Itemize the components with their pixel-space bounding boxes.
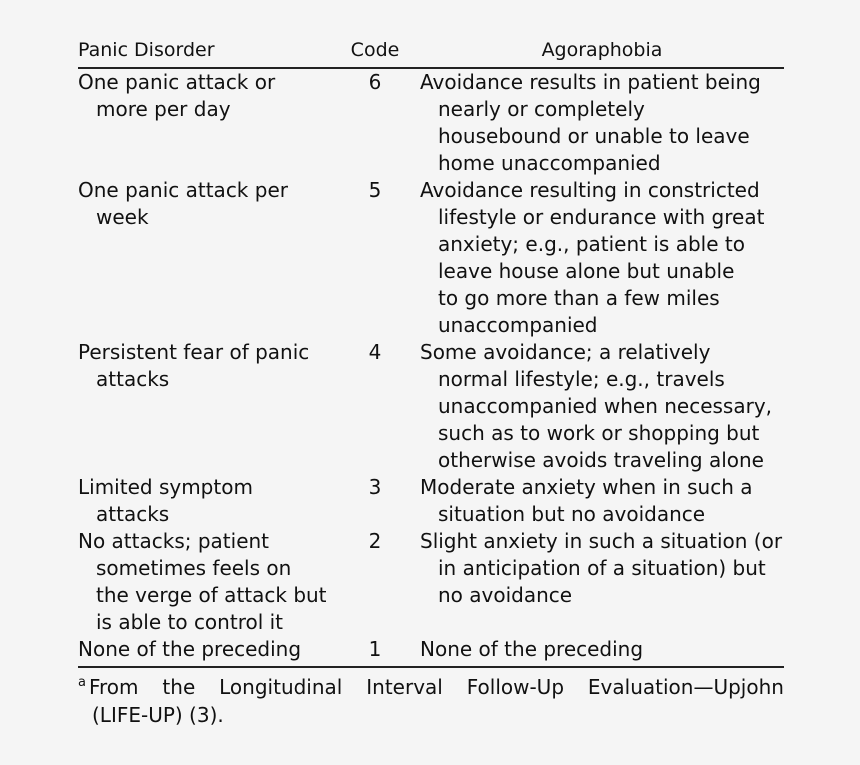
panic-cell: One panic attack per week — [78, 178, 288, 229]
footnote-word: Longitudinal — [219, 675, 343, 699]
agoraphobia-cell: Avoidance resulting in constricted lifestyle or endurance with great anxiety; e.g., patient is able to leave house alone but unable to go more than a few miles unaccompanied — [420, 178, 765, 337]
table-row — [78, 528, 784, 636]
panic-cell: None of the preceding — [78, 637, 302, 661]
agoraphobia-cell: Slight anxiety in such a situation (or in anticipation of a situation) but no avoidance — [420, 529, 783, 607]
footnote-word: the — [162, 675, 196, 699]
footnote-word: Follow-Up — [466, 675, 565, 699]
footnote-line-1 — [78, 673, 784, 701]
footnote-word: Interval — [366, 675, 443, 699]
table-header-row — [78, 36, 784, 66]
code-cell: 5 — [368, 178, 382, 202]
code-cell: 1 — [368, 637, 382, 661]
agoraphobia-cell: Moderate anxiety when in such a situation but no avoidance — [420, 475, 753, 526]
footnote-line-2: (LIFE-UP) (3). — [92, 703, 224, 727]
table-row — [78, 636, 784, 663]
code-cell: 6 — [368, 70, 382, 94]
table-row — [78, 177, 784, 339]
panic-cell: Limited symptom attacks — [78, 475, 253, 526]
code-cell: 3 — [368, 475, 382, 499]
table-row — [78, 339, 784, 474]
table-row — [78, 474, 784, 528]
agoraphobia-cell: Some avoidance; a relatively normal lifestyle; e.g., travels unaccompanied when necessary, such as to work or shopping but otherwise avoids traveling alone — [420, 340, 773, 472]
footnote-word: Evaluation—Upjohn — [587, 675, 784, 699]
panic-cell: Persistent fear of panic attacks — [78, 340, 310, 391]
panic-cell: No attacks; patient sometimes feels on the verge of attack but is able to control it — [78, 529, 327, 634]
header-code: Code — [350, 39, 400, 61]
footnote-marker: a — [78, 675, 86, 691]
table-footnote — [78, 673, 784, 729]
table-row — [78, 69, 784, 177]
code-cell: 4 — [368, 340, 382, 364]
table-body — [78, 69, 784, 663]
panic-cell: One panic attack or more per day — [78, 70, 276, 121]
header-agoraphobia: Agoraphobia — [541, 39, 663, 61]
footnote-word: From — [88, 675, 139, 699]
code-cell: 2 — [368, 529, 382, 553]
table-bottom-rule — [78, 666, 784, 668]
agoraphobia-cell: None of the preceding — [420, 637, 644, 661]
header-panic-disorder: Panic Disorder — [78, 39, 215, 61]
agoraphobia-cell: Avoidance results in patient being nearly or completely housebound or unable to leave home unaccompanied — [420, 70, 761, 175]
footnote-first-word-wrap — [78, 673, 139, 701]
